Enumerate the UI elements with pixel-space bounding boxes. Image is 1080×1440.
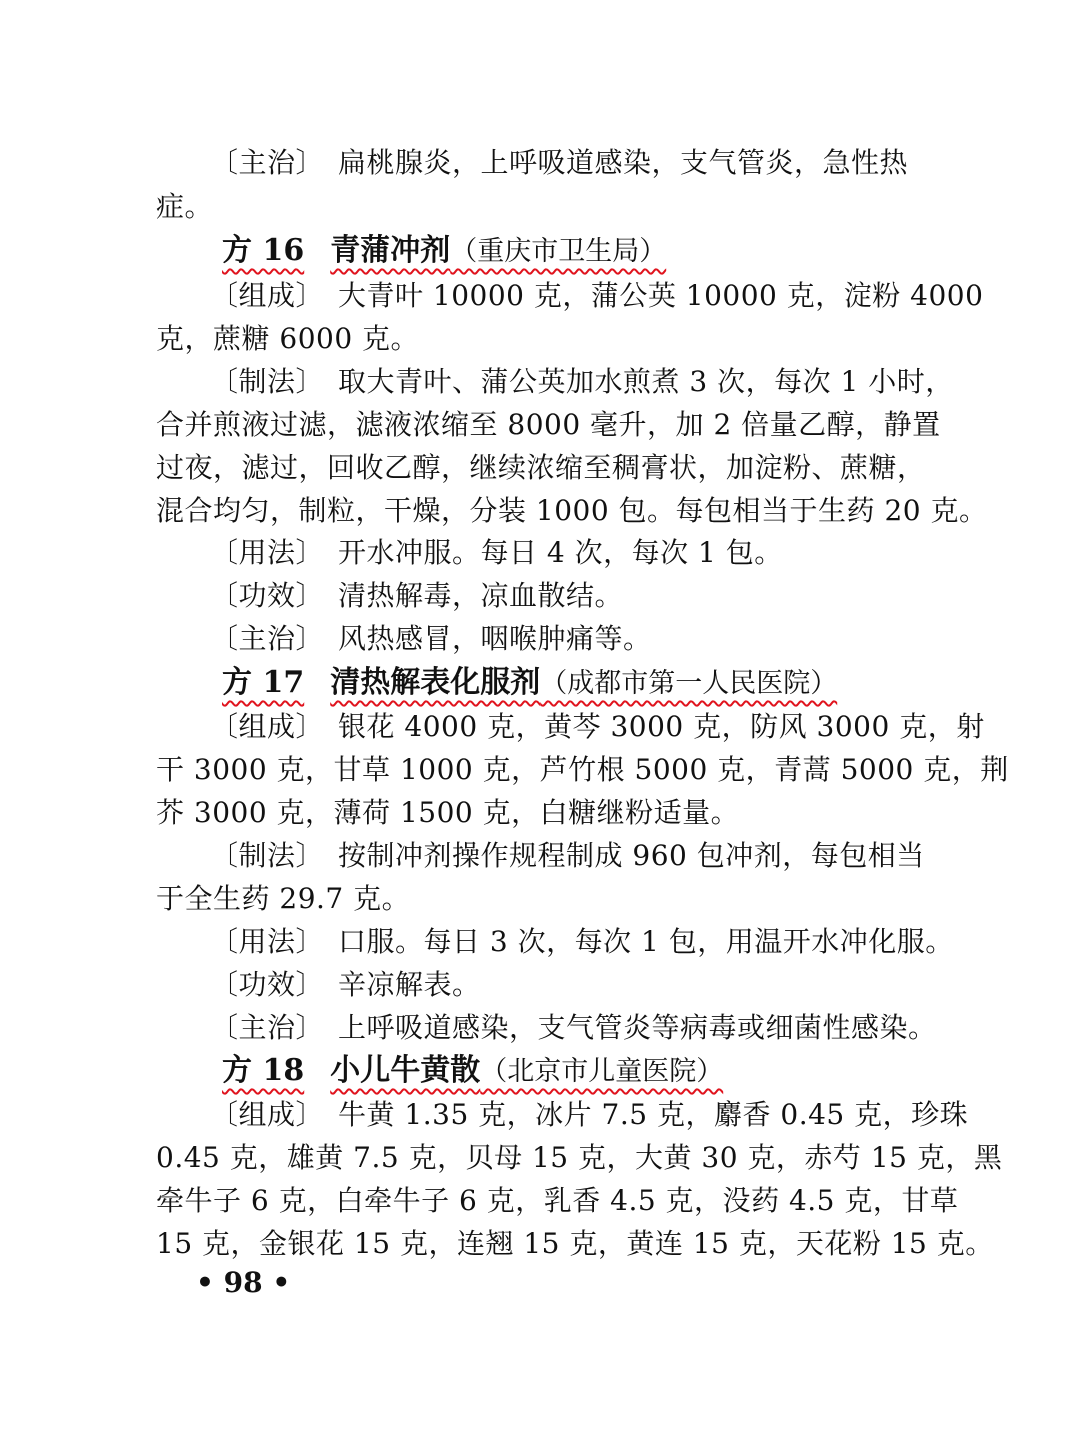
- text-line: [156, 1227, 994, 1261]
- line-text: 牵牛子 6 克，白牵牛子 6 克，乳香 4.5 克，没药 4.5 克，甘草: [156, 1184, 959, 1217]
- line-text: 混合均匀，制粒，干燥，分装 1000 包。每包相当于生药 20 克。: [156, 494, 988, 527]
- section-tag: 〔功效〕: [210, 968, 325, 1001]
- line-text: 症。: [156, 190, 214, 223]
- section-tag: 〔制法〕: [210, 839, 325, 872]
- text-line: [210, 622, 652, 656]
- recipe-heading-16: [222, 232, 666, 271]
- text-line: [156, 796, 739, 830]
- text-line: [210, 1098, 968, 1132]
- recipe-heading-17: [222, 664, 837, 703]
- text-line: [210, 1011, 937, 1045]
- section-tag: 〔用法〕: [210, 925, 325, 958]
- section-tag: 〔组成〕: [210, 1098, 325, 1131]
- line-text: 芥 3000 克，薄荷 1500 克，白糖继粉适量。: [156, 796, 740, 829]
- line-text: 按制冲剂操作规程制成 960 包冲剂，每包相当: [338, 839, 925, 872]
- text-line: [156, 408, 941, 442]
- line-text: 大青叶 10000 克，蒲公英 10000 克，淀粉 4000: [338, 279, 984, 312]
- line-text: 合并煎液过滤，滤液浓缩至 8000 毫升，加 2 倍量乙醇，静置: [156, 408, 941, 441]
- section-tag: 〔主治〕: [210, 1011, 325, 1044]
- text-line: [210, 536, 783, 570]
- text-line: [156, 451, 926, 485]
- line-text: 0.45 克，雄黄 7.5 克，贝母 15 克，大黄 30 克，赤芍 15 克，黑: [156, 1141, 1003, 1174]
- recipe-number: 方 17: [222, 665, 305, 700]
- line-text: 牛黄 1.35 克，冰片 7.5 克，麝香 0.45 克，珍珠: [338, 1098, 969, 1131]
- text-line: [210, 968, 481, 1002]
- text-line: [156, 494, 988, 528]
- line-text: 开水冲服。每日 4 次，每次 1 包。: [338, 536, 783, 569]
- recipe-source: （重庆市卫生局）: [450, 236, 667, 267]
- line-text: 于全生药 29.7 克。: [156, 882, 411, 915]
- line-text: 干 3000 克，甘草 1000 克，芦竹根 5000 克，青蒿 5000 克，荆: [156, 753, 1009, 786]
- recipe-title: 青蒲冲剂: [330, 233, 451, 268]
- line-text: 上呼吸道感染，支气管炎等病毒或细菌性感染。: [338, 1011, 937, 1044]
- recipe-number: 方 18: [222, 1053, 305, 1088]
- line-text: 扁桃腺炎，上呼吸道感染，支气管炎，急性热: [338, 146, 909, 179]
- recipe-title: 清热解表化服剂: [330, 665, 541, 700]
- section-tag: 〔功效〕: [210, 579, 325, 612]
- recipe-heading-18: [222, 1052, 723, 1091]
- text-line: [156, 753, 1009, 787]
- section-tag: 〔主治〕: [210, 146, 325, 179]
- page-number: • 98 •: [196, 1266, 291, 1299]
- section-tag: 〔组成〕: [210, 279, 325, 312]
- line-text: 清热解毒，凉血散结。: [338, 579, 624, 612]
- line-text: 过夜，滤过，回收乙醇，继续浓缩至稠膏状，加淀粉、蔗糖，: [156, 451, 926, 484]
- text-line: [210, 279, 983, 313]
- text-line: [156, 190, 213, 224]
- line-text: 辛凉解表。: [338, 968, 481, 1001]
- text-line: [210, 839, 925, 873]
- section-tag: 〔用法〕: [210, 536, 325, 569]
- line-text: 风热感冒，咽喉肿痛等。: [338, 622, 652, 655]
- line-text: 银花 4000 克，黄芩 3000 克，防风 3000 克，射: [338, 710, 985, 743]
- recipe-number: 方 16: [222, 233, 305, 268]
- line-text: 口服。每日 3 次，每次 1 包，用温开水冲化服。: [338, 925, 954, 958]
- recipe-title: 小儿牛黄散: [330, 1053, 481, 1088]
- text-line: [210, 710, 985, 744]
- line-text: 克，蔗糖 6000 克。: [156, 322, 420, 355]
- text-line: [210, 579, 623, 613]
- text-line: [156, 1141, 1002, 1175]
- line-text: 取大青叶、蒲公英加水煎煮 3 次，每次 1 小时，: [338, 365, 954, 398]
- recipe-source: （成都市第一人民医院）: [540, 668, 838, 699]
- recipe-source: （北京市儿童医院）: [480, 1056, 724, 1087]
- text-line: [210, 925, 954, 959]
- text-line: [156, 322, 419, 356]
- text-line: [156, 1184, 958, 1218]
- section-tag: 〔制法〕: [210, 365, 325, 398]
- line-text: 15 克，金银花 15 克，连翘 15 克，黄连 15 克，天花粉 15 克。: [156, 1227, 994, 1260]
- section-tag: 〔组成〕: [210, 710, 325, 743]
- text-line: [210, 146, 908, 180]
- section-tag: 〔主治〕: [210, 622, 325, 655]
- text-line: [210, 365, 954, 399]
- text-line: [156, 882, 410, 916]
